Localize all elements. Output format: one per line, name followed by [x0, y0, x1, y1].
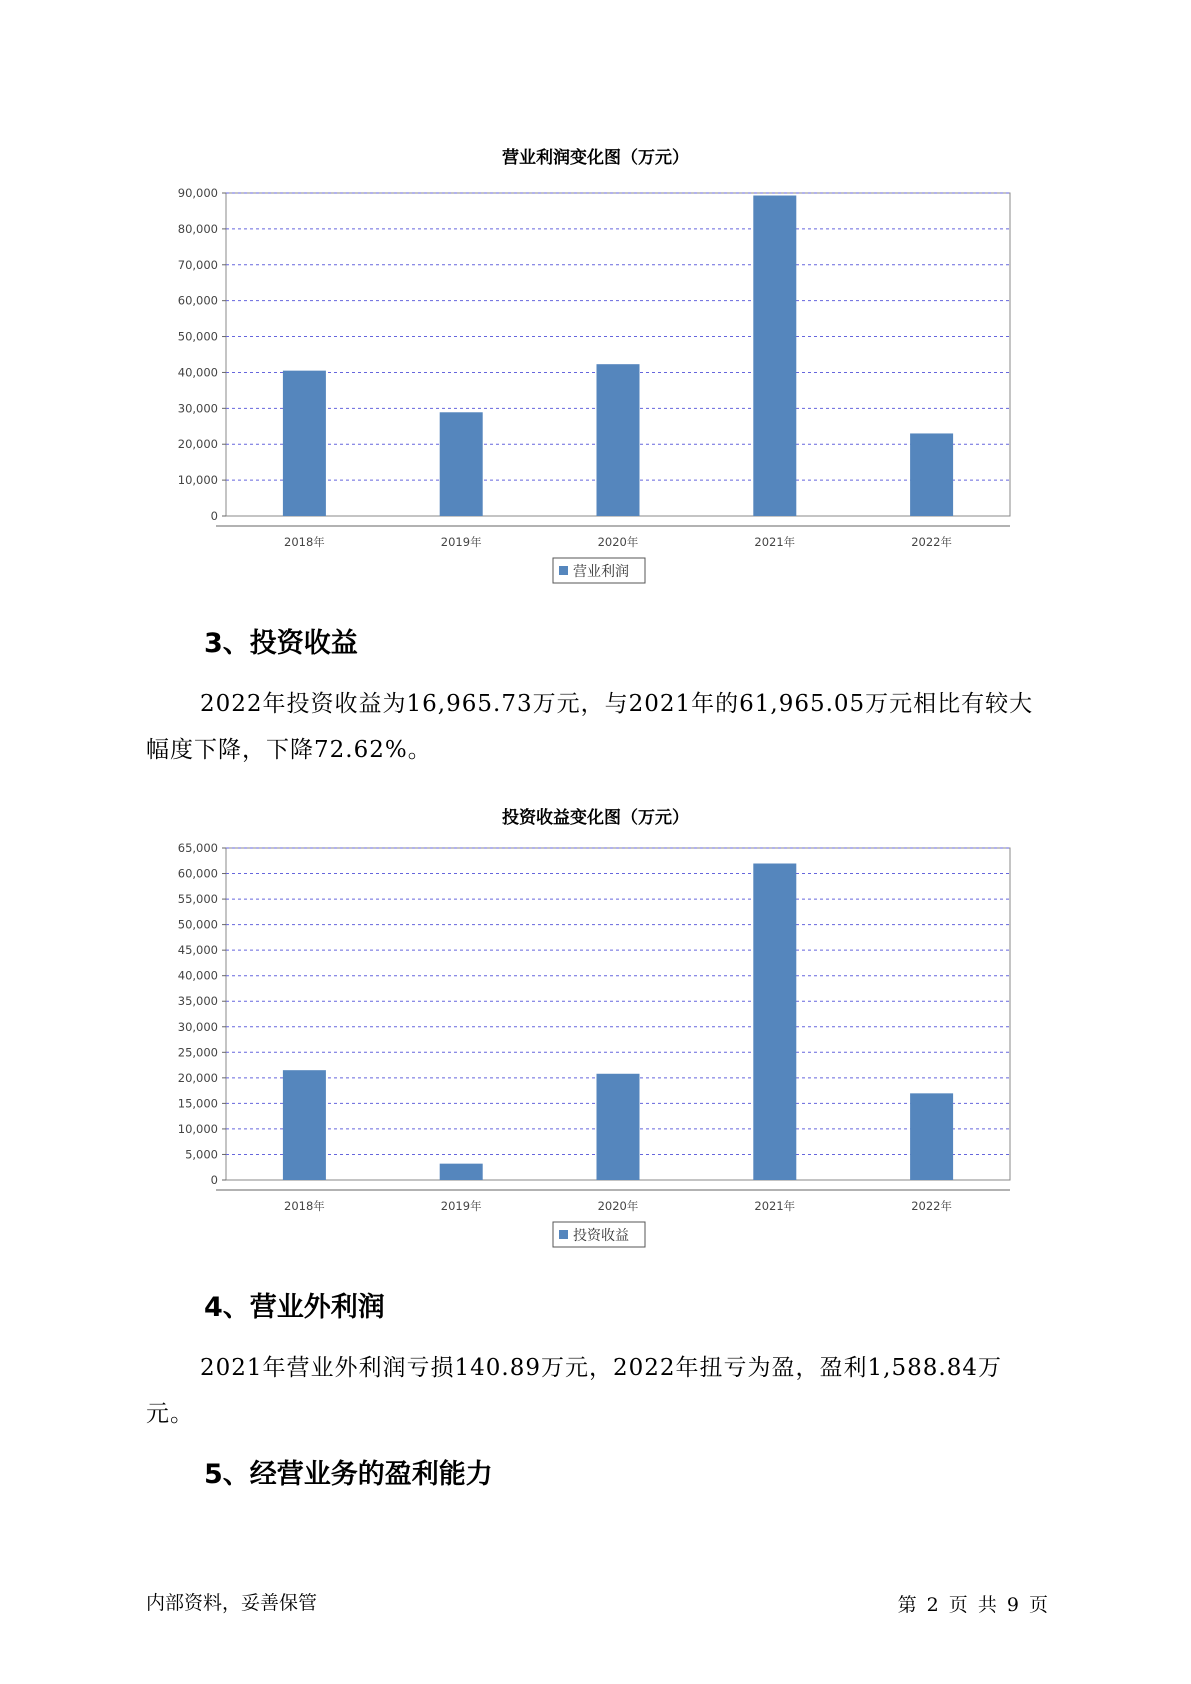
footer-confidential-note: 内部资料，妥善保管: [146, 1592, 318, 1614]
section4-paragraph: [146, 1345, 1046, 1437]
legend-swatch: [559, 1230, 568, 1239]
x-tick-label: 2020年: [597, 535, 639, 549]
bar-2022年: [910, 1093, 953, 1180]
x-tick-label: 2021年: [754, 1199, 796, 1213]
legend-swatch: [559, 566, 568, 575]
y-tick-label: 0: [210, 509, 218, 523]
legend: [553, 558, 645, 583]
bar-2020年: [597, 1074, 640, 1180]
section4-paragraph-text: 2021年营业外利润亏损140.89万元，2022年扭亏为盈，盈利1,588.84万元。: [146, 1355, 1002, 1427]
y-tick-label: 0: [210, 1173, 218, 1187]
section3-paragraph-text: 2022年投资收益为16,965.73万元，与2021年的61,965.05万元相比有较大幅度下降，下降72.62%。: [146, 691, 1034, 763]
y-tick-label: 90,000: [177, 186, 218, 200]
chart2-title: 投资收益变化图（万元）: [502, 808, 689, 828]
bar-2020年: [597, 364, 640, 516]
section3-heading: 3、投资收益: [204, 628, 358, 659]
y-tick-label: 40,000: [177, 968, 218, 983]
y-tick-label: 55,000: [177, 892, 218, 907]
legend-label: 投资收益: [573, 1228, 629, 1244]
x-tick-label: 2019年: [440, 535, 482, 549]
y-tick-label: 40,000: [177, 365, 218, 380]
y-tick-label: 30,000: [177, 401, 218, 416]
x-tick-label: 2022年: [911, 1199, 952, 1213]
chart1-title: 营业利润变化图（万元）: [502, 148, 689, 168]
bar-2021年: [753, 864, 796, 1180]
investment-income-chart: [0, 830, 1191, 1250]
y-tick-label: 50,000: [177, 917, 218, 932]
x-tick-label: 2019年: [440, 1199, 482, 1213]
y-tick-label: 50,000: [177, 329, 218, 344]
bar-2018年: [283, 371, 326, 516]
y-tick-label: 10,000: [177, 473, 218, 488]
y-tick-label: 35,000: [177, 994, 218, 1009]
x-tick-label: 2021年: [754, 535, 796, 549]
y-tick-label: 80,000: [177, 221, 218, 236]
y-tick-label: 20,000: [177, 437, 218, 452]
y-tick-label: 20,000: [177, 1070, 218, 1085]
y-tick-label: 25,000: [177, 1045, 218, 1060]
y-tick-label: 15,000: [177, 1096, 218, 1111]
y-tick-label: 10,000: [177, 1121, 218, 1136]
section3-paragraph: [146, 681, 1046, 773]
x-tick-label: 2018年: [284, 535, 325, 549]
y-tick-label: 30,000: [177, 1019, 218, 1034]
bar-2018年: [283, 1070, 326, 1180]
section5-heading: 5、经营业务的盈利能力: [204, 1459, 493, 1490]
y-tick-label: 65,000: [177, 841, 218, 855]
bar-2019年: [440, 1164, 483, 1180]
legend: [553, 1222, 645, 1247]
y-tick-label: 60,000: [177, 866, 218, 881]
section4-heading: 4、营业外利润: [204, 1292, 385, 1323]
legend-label: 营业利润: [573, 564, 629, 580]
x-tick-label: 2022年: [911, 535, 952, 549]
y-tick-label: 60,000: [177, 293, 218, 308]
footer-page-number: 第 2 页 共 9 页: [897, 1594, 1048, 1616]
y-tick-label: 5,000: [185, 1147, 218, 1162]
operating-profit-chart: [0, 170, 1191, 590]
bar-2021年: [753, 196, 796, 516]
bar-2019年: [440, 412, 483, 516]
y-tick-label: 70,000: [177, 257, 218, 272]
bar-2022年: [910, 433, 953, 516]
x-tick-label: 2018年: [284, 1199, 325, 1213]
x-tick-label: 2020年: [597, 1199, 639, 1213]
y-tick-label: 45,000: [177, 943, 218, 958]
